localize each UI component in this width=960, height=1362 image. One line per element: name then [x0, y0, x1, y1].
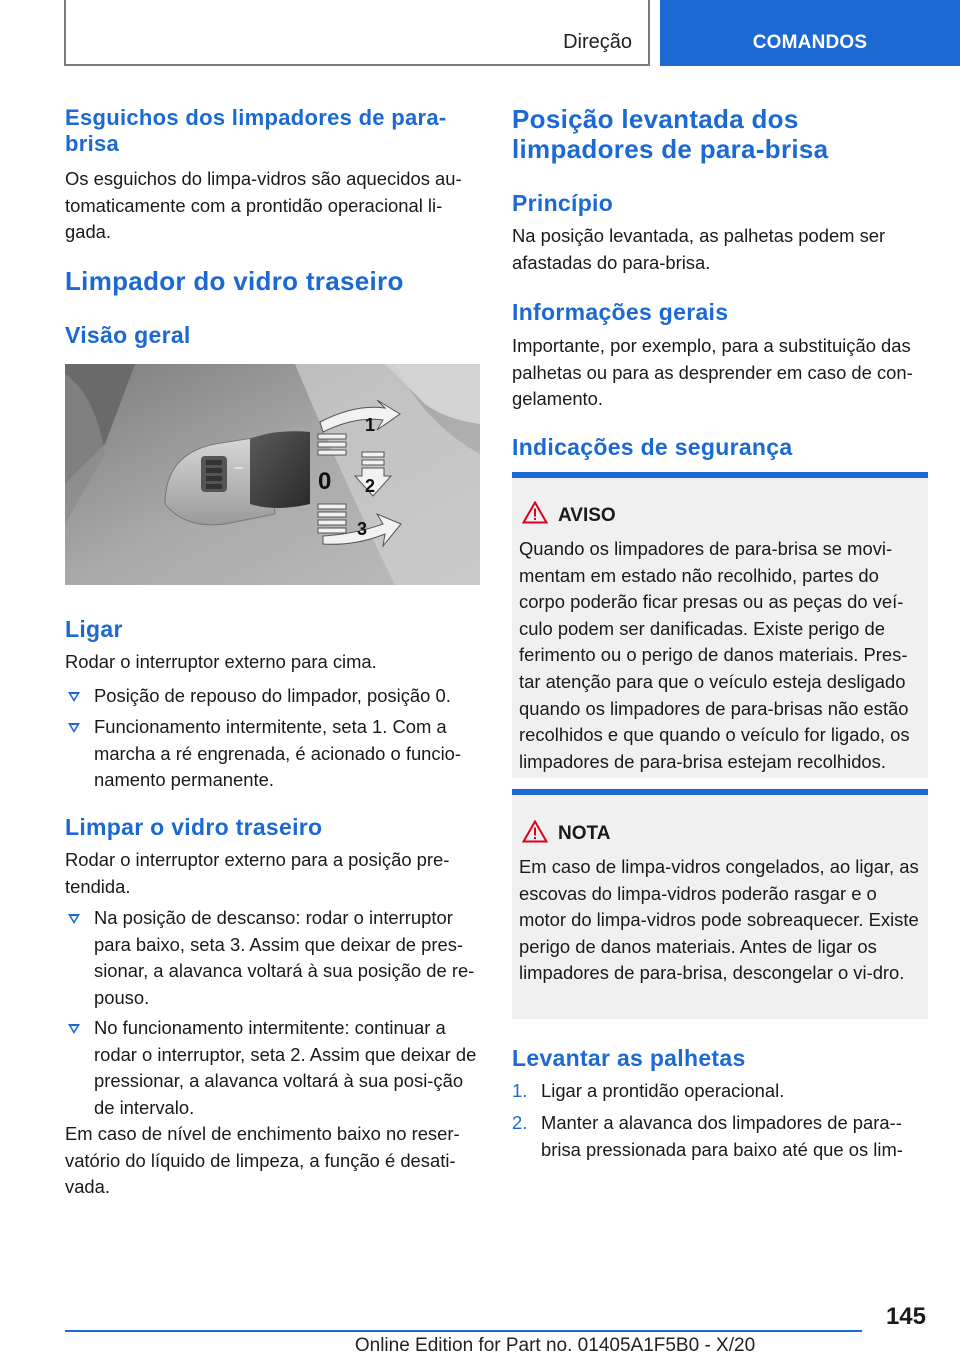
list-item-text: Na posição de descanso: rodar o interruptor para baixo, seta 3. Assim que deixar de pres-sionar, a alavanca voltará à sua posição de re-pouso.	[94, 907, 475, 1008]
section-title: Direção	[563, 31, 632, 53]
paragraph-informacoes: Importante, por exemplo, para a substituição das palhetas ou para as desprender em caso de con-gelamento.	[512, 335, 913, 410]
footer-rule	[65, 1330, 862, 1332]
step-number: 1.	[512, 1080, 528, 1101]
step-text: Manter a alavanca dos limpadores de para--brisa pressionada para baixo até que os lim-	[541, 1112, 903, 1160]
figure-label-3: 3	[357, 519, 368, 539]
step-number: 2.	[512, 1112, 528, 1133]
footer-edition: Online Edition for Part no. 01405A1F5B0 - X/20	[354, 1335, 756, 1356]
page-number: 145	[885, 1303, 926, 1330]
heading-informacoes-gerais: Informações gerais	[512, 299, 729, 325]
list-item	[65, 1015, 480, 1121]
figure-label-1: 1	[365, 415, 376, 435]
heading-levantar-palhetas: Levantar as palhetas	[512, 1045, 746, 1071]
warning-title: AVISO	[558, 505, 616, 526]
left-column-lower	[65, 0, 480, 1250]
list-item	[65, 905, 480, 1011]
heading-posicao-levantada: Posição levantada dos limpadores de para-brisa	[512, 104, 829, 164]
paragraph-nivel: Em caso de nível de enchimento baixo no reser-vatório do líquido de limpeza, a função é desati-vada.	[65, 1123, 460, 1198]
bullet-triangle-icon	[68, 723, 80, 733]
step-text: Ligar a prontidão operacional.	[541, 1080, 785, 1101]
warning-text: Quando os limpadores de para-brisa se movi-mentam em estado não recolhido, partes do corpo poderão ficar presas ou as peças do veí-culo podem ser danificadas. Existe perigo de ferimento ou o perigo de danos materiais. Pres-tar atenção para que o veículo esteja desligado quando os limpadores de para-brisas não estão recolhidos e que quando o veículo for ligado, os limpadores de para-brisa estejam recolhidos.	[519, 538, 910, 772]
chapter-tab-label: COMANDOS	[752, 32, 868, 53]
bullet-triangle-icon	[68, 1024, 80, 1034]
list-item	[65, 714, 480, 794]
bullet-triangle-icon	[68, 914, 80, 924]
heading-esguichos: Esguichos dos limpadores de para-brisa	[65, 105, 447, 156]
paragraph-ligar: Rodar o interruptor externo para cima.	[65, 651, 377, 672]
right-column-lower	[512, 0, 928, 1250]
heading-limpar: Limpar o vidro traseiro	[65, 814, 323, 840]
list-item	[65, 683, 480, 710]
figure-label-0: 0	[318, 468, 332, 495]
heading-principio: Princípio	[512, 190, 614, 216]
figure-label-2: 2	[365, 476, 376, 496]
list-item	[512, 1110, 928, 1163]
paragraph-principio: Na posição levantada, as palhetas podem ser afastadas do para-brisa.	[512, 225, 886, 273]
bullet-triangle-icon	[68, 692, 80, 702]
list-item-text: No funcionamento intermitente: continuar a rodar o interruptor, seta 2. Assim que deixar de pressionar, a alavanca voltará à sua posi-ção de intervalo.	[94, 1017, 477, 1118]
heading-ligar: Ligar	[65, 616, 123, 642]
list-item-text: Posição de repouso do limpador, posição 0.	[94, 685, 451, 706]
heading-limpador-traseiro: Limpador do vidro traseiro	[65, 266, 404, 296]
paragraph-limpar: Rodar o interruptor externo para a posição pre-tendida.	[65, 849, 450, 897]
list-item	[512, 1078, 928, 1105]
note-text: Em caso de limpa-vidros congelados, ao ligar, as escovas do limpa-vidros poderão rasgar e o motor do limpa-vidros pode sobreaquecer. Existe perigo de danos materiais. Antes de ligar os limpadores de para-brisa, descongelar o vi-dro.	[519, 856, 919, 984]
paragraph-esguichos: Os esguichos do limpa-vidros são aquecidos au-tomaticamente com a prontidão operacional li-gada.	[65, 168, 462, 243]
note-title: NOTA	[558, 823, 611, 844]
list-item-text: Funcionamento intermitente, seta 1. Com a marcha a ré engrenada, é acionado o funcio-namento permanente.	[94, 716, 462, 791]
heading-indicacoes-seguranca: Indicações de segurança	[512, 434, 793, 460]
heading-visao-geral: Visão geral	[65, 322, 191, 348]
